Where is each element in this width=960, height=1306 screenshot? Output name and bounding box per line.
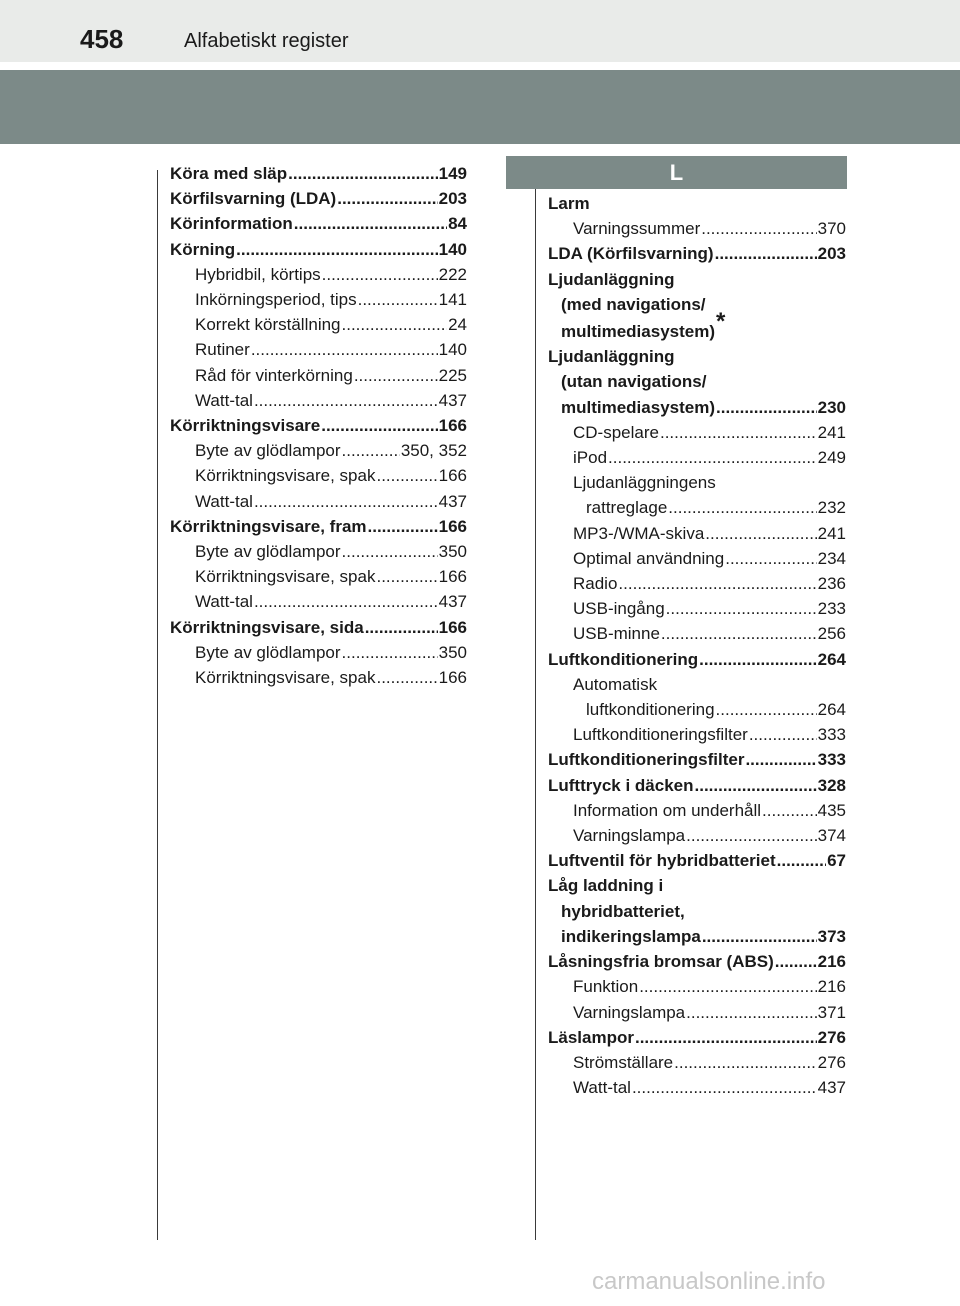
index-entry (548, 949, 846, 974)
index-entry-label: Ljudanläggning (548, 347, 675, 367)
page-number: 458 (80, 24, 124, 54)
index-entry (170, 211, 467, 236)
index-entry-label: Låg laddning i (548, 876, 664, 896)
index-entry-label: (utan navigations/ (561, 372, 707, 392)
index-entry-page: 264 (817, 649, 846, 669)
index-entry-page: 166 (438, 617, 467, 637)
index-entry (548, 1075, 846, 1100)
index-entry-page: 256 (817, 624, 846, 644)
index-entry (170, 262, 467, 287)
index-entry (548, 873, 846, 898)
index-entry (548, 191, 846, 216)
index-entry-page: 166 (438, 567, 467, 587)
index-entry-label: Automatisk (573, 674, 658, 694)
dot-leader (376, 463, 437, 488)
index-entry-label: USB-minne (573, 624, 660, 644)
index-entry-label: Optimal användning (573, 548, 725, 568)
dot-leader (236, 237, 437, 262)
dot-leader (686, 823, 816, 848)
index-entry-label: Korrekt körställning (195, 315, 341, 335)
index-entry-label: Rutiner (195, 340, 250, 360)
index-entry-page: 264 (817, 700, 846, 720)
index-entry-page: 350 (438, 642, 467, 662)
dot-leader (365, 615, 438, 640)
dot-leader (254, 589, 438, 614)
index-entry-label: Radio (573, 574, 618, 594)
index-entry-page: 276 (817, 1052, 846, 1072)
index-entry-label: Watt-tal (195, 592, 253, 612)
index-entry (548, 798, 846, 823)
dot-leader (749, 722, 817, 747)
index-entry (548, 647, 846, 672)
index-entry (548, 596, 846, 621)
index-entry-page: 216 (817, 977, 846, 997)
index-entry-page: 435 (817, 800, 846, 820)
dot-leader (686, 1000, 816, 1025)
index-entry (170, 539, 467, 564)
index-entry-page: 24 (448, 315, 467, 335)
dot-leader (376, 564, 437, 589)
index-entry-label: Råd för vinterkörning (195, 365, 353, 385)
dot-leader (762, 798, 817, 823)
index-entry (548, 470, 846, 495)
index-entry (548, 420, 846, 445)
index-entry-label: Körriktningsvisare, spak (195, 466, 376, 486)
index-entry-label: Luftkonditionering (548, 649, 699, 669)
dot-leader (702, 924, 817, 949)
index-entry-page: 166 (438, 668, 467, 688)
index-entry-page: 225 (438, 365, 467, 385)
index-entry-page: 276 (817, 1027, 846, 1047)
index-entry-label: Körinformation (170, 214, 293, 234)
index-entry-label: Körfilsvarning (LDA) (170, 189, 337, 209)
section-title: Alfabetiskt register (184, 30, 349, 52)
index-entry-label: Larm (548, 194, 590, 213)
index-entry (548, 722, 846, 747)
index-entry-page: 166 (438, 466, 467, 486)
index-entry (548, 621, 846, 646)
index-entry (170, 514, 467, 539)
index-entry-label: Köra med släp (170, 164, 288, 183)
dot-leader (321, 413, 437, 438)
index-entry (548, 546, 846, 571)
index-entry-label: Luftkonditioneringsfilter (548, 750, 745, 770)
index-entry (548, 1000, 846, 1025)
index-entry (548, 241, 846, 266)
index-entry-label: rattreglage (586, 498, 668, 518)
dot-leader (342, 640, 438, 665)
dot-leader (660, 420, 817, 445)
index-entry-label: Luftkonditioneringsfilter (573, 725, 748, 745)
index-entry (548, 899, 846, 924)
dot-leader (725, 546, 816, 571)
index-entry-label: Information om underhåll (573, 800, 762, 820)
dot-leader (342, 438, 400, 463)
index-entry-page: 333 (817, 725, 846, 745)
index-entry-page: 328 (817, 775, 846, 795)
index-entry (170, 463, 467, 488)
index-entry-page: 437 (438, 592, 467, 612)
index-entry-label: (med navigations/ (561, 294, 706, 314)
index-entry (170, 589, 467, 614)
index-entry-page: 149 (438, 164, 467, 183)
index-entry-label: Varningslampa (573, 826, 686, 846)
dot-leader (254, 489, 438, 514)
index-entry (548, 445, 846, 470)
index-entry (548, 495, 846, 520)
index-entry-page: 437 (817, 1078, 846, 1098)
letter-section-label: L (669, 159, 684, 185)
watermark: carmanualsonline.info (592, 1268, 826, 1295)
index-entry-page: 370 (817, 219, 846, 239)
index-entry-label: multimediasystem) (561, 322, 715, 342)
dot-leader (745, 747, 816, 772)
dot-leader (618, 571, 816, 596)
header-band (0, 70, 960, 144)
index-entry-page: 216 (817, 952, 846, 972)
dot-leader (288, 161, 437, 186)
dot-leader (254, 388, 438, 413)
dot-leader (716, 697, 817, 722)
index-entry-label: Watt-tal (195, 390, 253, 410)
index-entry-label: Körriktningsvisare, fram (170, 516, 367, 536)
index-entry-label: Watt-tal (195, 491, 253, 511)
index-entry (170, 438, 467, 463)
index-entry-label: Körriktningsvisare, spak (195, 668, 376, 688)
dot-leader (368, 514, 438, 539)
index-entry-label: Varningssummer (573, 219, 701, 239)
index-entry-page: 373 (817, 926, 846, 946)
index-column-right (548, 191, 846, 1100)
index-entry-label: iPod (573, 448, 608, 468)
index-entry-label: Körning (170, 239, 236, 259)
dot-leader (342, 539, 438, 564)
index-entry (170, 640, 467, 665)
index-entry-label: Watt-tal (573, 1078, 631, 1098)
index-entry (548, 924, 846, 949)
dot-leader (322, 262, 438, 287)
dot-leader (699, 647, 816, 672)
dot-leader (337, 186, 437, 211)
index-entry-page: 241 (817, 422, 846, 442)
index-entry-label: Läslampor (548, 1027, 634, 1047)
footnote-asterisk: * (716, 308, 726, 336)
index-entry-label: luftkonditionering (586, 700, 715, 720)
letter-section-header (506, 156, 847, 189)
index-entry-label: Låsningsfria bromsar (ABS) (548, 952, 774, 972)
index-entry-page: 333 (817, 750, 846, 770)
index-entry-page: 141 (438, 290, 467, 310)
index-entry-page: 203 (438, 189, 467, 209)
index-entry-page: 222 (438, 264, 467, 284)
index-entry-page: 84 (448, 214, 467, 234)
index-entry-page: 140 (438, 340, 467, 360)
dot-leader (639, 974, 816, 999)
index-entry-label: multimediasystem) (561, 397, 715, 417)
dot-leader (632, 1075, 817, 1100)
index-entry (548, 571, 846, 596)
index-entry-page: 241 (817, 523, 846, 543)
index-entry-label: Körriktningsvisare, spak (195, 567, 376, 587)
index-entry-label: Luftventil för hybridbatteriet (548, 851, 776, 871)
index-entry (170, 287, 467, 312)
index-entry (548, 974, 846, 999)
index-entry-page: 232 (817, 498, 846, 518)
index-entry-label: Hybridbil, körtips (195, 264, 321, 284)
dot-leader (715, 241, 817, 266)
index-entry-label: Körriktningsvisare (170, 416, 321, 436)
dot-leader (358, 287, 438, 312)
index-entry (548, 773, 846, 798)
index-entry-label: Byte av glödlampor (195, 542, 341, 562)
index-entry (548, 216, 846, 241)
index-entry-label: hybridbatteriet, (561, 901, 685, 921)
index-entry (548, 308, 846, 344)
index-entry-label: CD-spelare (573, 422, 659, 442)
index-entry (548, 395, 846, 420)
index-entry (548, 292, 846, 317)
column-divider-right (535, 170, 536, 1240)
index-entry-page: 437 (438, 390, 467, 410)
index-entry (548, 521, 846, 546)
dot-leader (705, 521, 816, 546)
index-entry-label: Körriktningsvisare, sida (170, 617, 364, 637)
index-entry-label: Inkörningsperiod, tips (195, 290, 357, 310)
index-entry (170, 363, 467, 388)
dot-leader (635, 1025, 817, 1050)
index-entry (548, 267, 846, 292)
index-entry (548, 1050, 846, 1075)
dot-leader (666, 596, 817, 621)
index-entry-label: MP3-/WMA-skiva (573, 523, 705, 543)
index-entry-page: 249 (817, 448, 846, 468)
index-entry-label: Byte av glödlampor (195, 441, 341, 461)
index-entry (548, 344, 846, 369)
index-entry (548, 1025, 846, 1050)
index-entry-page: 166 (438, 416, 467, 436)
index-entry (170, 337, 467, 362)
dot-leader (777, 848, 826, 873)
index-column-left (170, 161, 467, 690)
index-entry (170, 237, 467, 262)
dot-leader (775, 949, 817, 974)
index-entry (548, 697, 846, 722)
index-entry (170, 413, 467, 438)
index-entry-page: 233 (817, 599, 846, 619)
index-entry-page: 371 (817, 1002, 846, 1022)
dot-leader (661, 621, 817, 646)
index-entry-page: 230 (817, 397, 846, 417)
dot-leader (342, 312, 448, 337)
index-entry-page: 236 (817, 574, 846, 594)
dot-leader (354, 363, 438, 388)
index-entry (170, 665, 467, 690)
index-entry-label: Strömställare (573, 1052, 674, 1072)
index-entry (170, 161, 467, 186)
index-entry-page: 350 (438, 542, 467, 562)
dot-leader (674, 1050, 816, 1075)
dot-leader (668, 495, 816, 520)
dot-leader (701, 216, 816, 241)
index-entry-label: USB-ingång (573, 599, 665, 619)
index-entry (548, 369, 846, 394)
index-entry-label: indikeringslampa (561, 926, 701, 946)
index-entry-page: 67 (827, 851, 846, 871)
index-entry (548, 823, 846, 848)
index-entry (548, 672, 846, 697)
index-entry-label: Byte av glödlampor (195, 642, 341, 662)
dot-leader (376, 665, 437, 690)
index-entry (548, 848, 846, 873)
index-entry-label: Funktion (573, 977, 639, 997)
index-entry-page: 350, 352 (400, 441, 467, 461)
index-entry-label: Ljudanläggning (548, 269, 675, 289)
index-entry-label: LDA (Körfilsvarning) (548, 244, 714, 264)
index-entry (170, 388, 467, 413)
index-entry-page: 374 (817, 826, 846, 846)
dot-leader (608, 445, 817, 470)
index-entry-page: 437 (438, 491, 467, 511)
column-divider-left (157, 170, 158, 1240)
dot-leader (695, 773, 817, 798)
index-entry-page: 166 (438, 516, 467, 536)
index-entry-page: 203 (817, 244, 846, 264)
dot-leader (716, 395, 817, 420)
index-entry-page: 140 (438, 239, 467, 259)
index-entry (170, 312, 467, 337)
index-entry-label: Ljudanläggningens (573, 473, 716, 493)
index-entry-label: Lufttryck i däcken (548, 775, 694, 795)
dot-leader (251, 337, 438, 362)
index-entry-page: 234 (817, 548, 846, 568)
page-header-bar (0, 0, 960, 62)
index-entry-label: Varningslampa (573, 1002, 686, 1022)
index-entry (170, 564, 467, 589)
dot-leader (294, 211, 447, 236)
index-entry (170, 186, 467, 211)
index-entry (170, 489, 467, 514)
index-entry (170, 615, 467, 640)
index-entry (548, 747, 846, 772)
